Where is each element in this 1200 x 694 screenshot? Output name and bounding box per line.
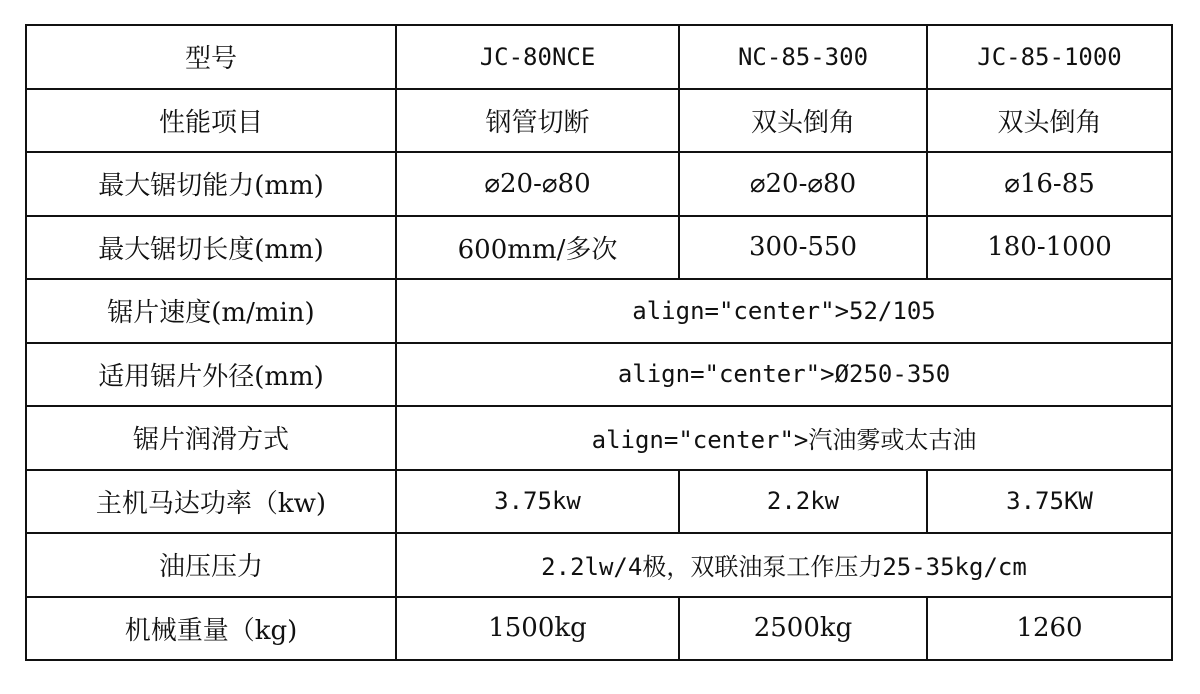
table-cell: 600mm/多次 [396,216,679,280]
table-row [26,406,1172,470]
table-cell: 2500kg [679,597,927,661]
row-label: 油压压力 [26,533,396,597]
table-row [26,533,1172,597]
row-label: 锯片润滑方式 [26,406,396,470]
merged-cell: align="center">汽油雾或太古油 [396,406,1172,470]
merged-cell: align="center">52/105 [396,279,1172,343]
table-cell: ⌀20-⌀80 [679,152,927,216]
table-cell: 双头倒角 [679,89,927,153]
spec-table [25,24,1173,661]
table-cell: 3.75KW [927,470,1172,534]
merged-cell: align="center">Ø250-350 [396,343,1172,407]
table-row [26,216,1172,280]
row-label: 最大锯切长度(mm) [26,216,396,280]
row-label: 最大锯切能力(mm) [26,152,396,216]
table-cell: NC-85-300 [679,25,927,89]
row-label: 主机马达功率（kw) [26,470,396,534]
table-cell: JC-80NCE [396,25,679,89]
table-row [26,152,1172,216]
table-cell: 2.2kw [679,470,927,534]
row-label: 机械重量（kg) [26,597,396,661]
merged-cell: 2.2lw/4极，双联油泵工作压力25-35kg/cm [396,533,1172,597]
table-cell: 3.75kw [396,470,679,534]
row-label: 性能项目 [26,89,396,153]
row-label: 适用锯片外径(mm) [26,343,396,407]
table-row [26,89,1172,153]
table-cell: 1500kg [396,597,679,661]
table-cell: 300-550 [679,216,927,280]
table-row [26,343,1172,407]
table-cell: JC-85-1000 [927,25,1172,89]
table-row [26,25,1172,89]
table-row [26,470,1172,534]
table-cell: 钢管切断 [396,89,679,153]
row-label: 锯片速度(m/min) [26,279,396,343]
table-row [26,597,1172,661]
table-cell: 1260 [927,597,1172,661]
table-cell: 双头倒角 [927,89,1172,153]
table-cell: ⌀20-⌀80 [396,152,679,216]
table-cell: 180-1000 [927,216,1172,280]
table-row [26,279,1172,343]
table-cell: ⌀16-85 [927,152,1172,216]
row-label: 型号 [26,25,396,89]
